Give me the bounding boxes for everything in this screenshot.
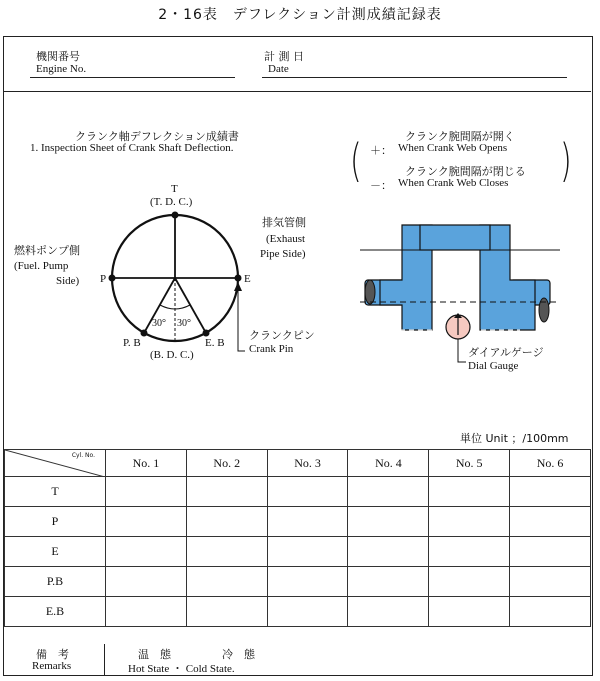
engine-no-field[interactable] [30,77,235,78]
crank-position-diagram [95,205,260,355]
remarks-label-en: Remarks [32,660,72,672]
table-header-row [5,450,591,477]
value-cell[interactable] [267,477,348,507]
column-header: No. 3 [267,450,348,477]
pb-dot [141,330,148,337]
column-header: No. 2 [186,450,267,477]
value-cell[interactable] [186,477,267,507]
angle-left-label: 30° [152,318,166,329]
exhaust-side-jp: 排気管側 [262,216,306,229]
row-label: E [5,537,106,567]
state-options-en[interactable]: Hot State ・ Cold State. [128,663,235,675]
value-cell[interactable] [106,597,187,627]
value-cell[interactable] [106,567,187,597]
dial-gauge-leader [458,339,466,362]
value-cell[interactable] [106,477,187,507]
value-cell[interactable] [348,537,429,567]
crank-pin-arrow-icon [234,282,242,291]
value-cell[interactable] [186,597,267,627]
column-header: No. 6 [510,450,591,477]
value-cell[interactable] [348,507,429,537]
left-journal-end [365,280,375,304]
eb-dot [203,330,210,337]
legend-left-paren: ( [350,135,362,188]
value-cell[interactable] [186,537,267,567]
column-header: No. 1 [106,450,187,477]
value-cell[interactable] [510,507,591,537]
crank-pin-body [420,225,490,250]
pb-label: P. B [123,337,141,349]
web-closes-jp: クランク腕間隔が閉じる [405,165,526,178]
value-cell[interactable] [267,507,348,537]
exhaust-side-en-2: Pipe Side) [260,248,306,260]
tdc-label: (T. D. C.) [150,196,193,208]
cyl-no-label: Cyl. No. [71,452,95,459]
table-row [5,567,591,597]
value-cell[interactable] [429,597,510,627]
web-opens-sign: ＋： [370,144,392,157]
crank-pin-leader [238,291,245,351]
column-header: No. 5 [429,450,510,477]
value-cell[interactable] [348,597,429,627]
remarks-divider [104,644,105,675]
fuel-pump-side-en-1: (Fuel. Pump [14,260,69,272]
table-row [5,507,591,537]
dial-gauge-en: Dial Gauge [468,360,519,372]
inspection-title-jp: クランク軸デフレクション成績書 [75,130,239,143]
value-cell[interactable] [429,507,510,537]
value-cell[interactable] [429,537,510,567]
tdc-dot [172,212,179,219]
cold-state-jp: 冷 態 [222,648,255,661]
value-cell[interactable] [510,537,591,567]
value-cell[interactable] [267,537,348,567]
legend-right-paren: ) [560,135,572,188]
hot-state-jp: 温 態 [138,648,171,661]
exhaust-side-en-1: (Exhaust [266,233,306,245]
value-cell[interactable] [429,567,510,597]
row-label: P.B [5,567,106,597]
web-opens-en: When Crank Web Opens [398,142,508,154]
tdc-letter: T [171,183,178,195]
date-label-en: Date [268,63,289,75]
table-row [5,537,591,567]
inspection-title-en: 1. Inspection Sheet of Crank Shaft Deflection. [30,142,234,154]
dial-gauge-jp: ダイアルゲージ [468,346,544,359]
remarks-label-jp: 備 考 [36,648,69,661]
angle-right-label: 30° [177,318,191,329]
value-cell[interactable] [510,477,591,507]
table-row [5,477,591,507]
value-cell[interactable] [348,567,429,597]
column-header: No. 4 [348,450,429,477]
page-title: 2・16表 デフレクション計測成績記録表 [158,7,442,23]
value-cell[interactable] [510,567,591,597]
value-cell[interactable] [348,477,429,507]
p-dot [109,275,116,282]
bdc-label: (B. D. C.) [150,349,194,361]
port-letter: P [100,273,107,285]
exhaust-letter: E [244,273,251,285]
crank-pin-en: Crank Pin [249,343,294,355]
value-cell[interactable] [510,597,591,627]
row-label: E.B [5,597,106,627]
value-cell[interactable] [106,507,187,537]
engine-no-label-jp: 機関番号 [36,50,80,63]
row-label: T [5,477,106,507]
eb-label: E. B [205,337,225,349]
value-cell[interactable] [186,507,267,537]
engine-no-label-en: Engine No. [36,63,87,75]
corner-cell [5,450,106,477]
date-field[interactable] [262,77,567,78]
fuel-pump-side-en-2: Side) [56,275,80,287]
unit-label: 単位 Unit ；/100mm [460,432,569,445]
value-cell[interactable] [267,597,348,627]
value-cell[interactable] [267,567,348,597]
value-cell[interactable] [429,477,510,507]
fuel-pump-side-jp: 燃料ポンプ側 [14,244,80,257]
web-opens-jp: クランク腕間隔が開く [405,130,515,143]
measurement-table [4,449,591,627]
row-label: P [5,507,106,537]
header-divider [4,91,591,92]
value-cell[interactable] [106,537,187,567]
web-closes-en: When Crank Web Closes [398,177,509,189]
date-label-jp: 計 測 日 [264,50,304,63]
e-dot [235,275,242,282]
table-row [5,597,591,627]
crank-pin-jp: クランクピン [249,329,315,342]
value-cell[interactable] [186,567,267,597]
web-closes-sign: －： [370,179,392,192]
